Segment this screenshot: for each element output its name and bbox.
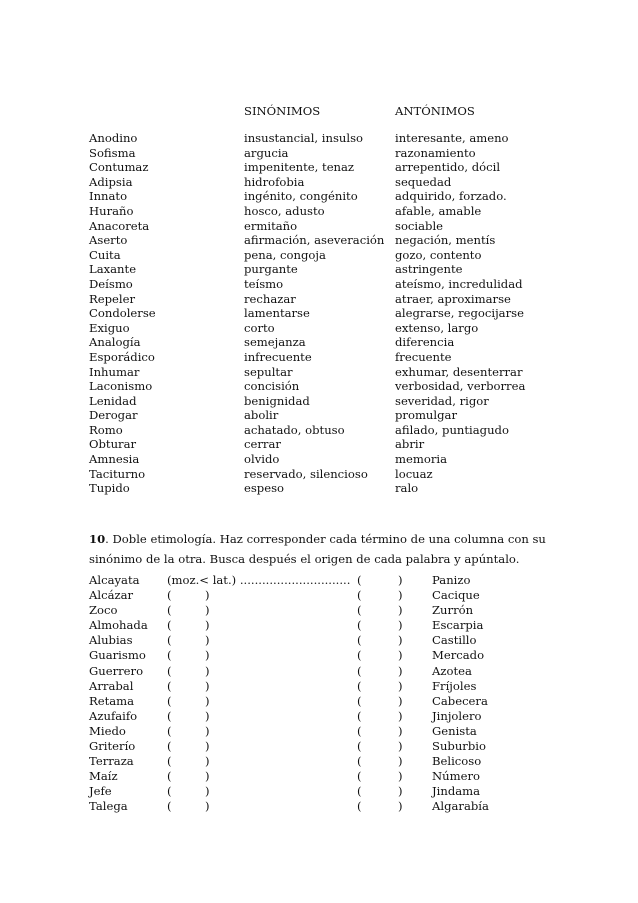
left-term: Griterío bbox=[89, 739, 136, 754]
term-cell: Anodino bbox=[89, 131, 138, 145]
synonym-cell: insustancial, insulso bbox=[244, 131, 364, 145]
close-paren-blank: ) bbox=[205, 588, 210, 603]
left-term: Miedo bbox=[89, 723, 126, 738]
antonym-cell: verbosidad, verborrea bbox=[395, 379, 526, 394]
antonym-cell: abrir bbox=[395, 437, 425, 452]
term-cell: Contumaz bbox=[89, 160, 149, 175]
antonym-cell: sociable bbox=[395, 218, 444, 233]
close-paren-match: ) bbox=[398, 678, 403, 693]
left-term: Almohada bbox=[89, 618, 148, 633]
open-paren-match: ( bbox=[357, 739, 362, 754]
open-paren-blank: ( bbox=[167, 588, 172, 603]
term-cell: Taciturno bbox=[89, 466, 146, 481]
close-paren-blank: ) bbox=[205, 754, 210, 769]
open-paren-blank: ( bbox=[167, 784, 172, 799]
antonym-cell: gozo, contento bbox=[395, 247, 482, 262]
close-paren-blank: ) bbox=[205, 769, 210, 784]
open-paren-blank: ( bbox=[167, 693, 172, 708]
exercise-number: 10 bbox=[89, 532, 106, 546]
open-paren-match: ( bbox=[357, 708, 362, 723]
open-paren-match: ( bbox=[357, 784, 362, 799]
left-term: Retama bbox=[89, 693, 135, 708]
synonym-cell: sepultar bbox=[244, 364, 293, 379]
exercise-line-2: sinónimo de la otra. Busca después el origen de cada palabra y apúntalo. bbox=[89, 552, 520, 566]
antonym-cell: memoria bbox=[395, 452, 447, 467]
antonym-cell: locuaz bbox=[395, 466, 433, 481]
term-cell: Obturar bbox=[89, 437, 137, 452]
synonym-cell: afirmación, aseveración bbox=[244, 233, 385, 248]
antonym-cell: ralo bbox=[395, 481, 419, 496]
term-cell: Laconismo bbox=[89, 379, 153, 394]
antonym-cell: frecuente bbox=[395, 349, 452, 364]
close-paren-match: ) bbox=[398, 799, 403, 814]
left-term: Talega bbox=[89, 799, 128, 814]
synonym-cell: purgante bbox=[244, 262, 298, 277]
close-paren-match: ) bbox=[398, 723, 403, 738]
right-term: Genista bbox=[432, 723, 477, 738]
term-cell: Cuita bbox=[89, 247, 121, 262]
term-cell: Innato bbox=[89, 189, 128, 204]
close-paren-match: ) bbox=[398, 784, 403, 799]
close-paren-match: ) bbox=[398, 618, 403, 633]
left-term: Terraza bbox=[89, 754, 134, 769]
open-paren-match: ( bbox=[357, 603, 362, 618]
term-cell: Anacoreta bbox=[89, 218, 150, 233]
synonym-cell: abolir bbox=[244, 408, 279, 423]
open-paren-blank: ( bbox=[167, 618, 172, 633]
open-paren-blank: ( bbox=[167, 663, 172, 678]
synonym-cell: impenitente, tenaz bbox=[244, 160, 355, 175]
right-term: Fríjoles bbox=[432, 678, 477, 693]
synonym-cell: achatado, obtuso bbox=[244, 422, 345, 437]
close-paren-blank: ) bbox=[205, 739, 210, 754]
open-paren-match: ( bbox=[357, 618, 362, 633]
antonym-cell: severidad, rigor bbox=[395, 393, 489, 408]
open-paren-blank: ( bbox=[167, 723, 172, 738]
close-paren-blank: ) bbox=[205, 663, 210, 678]
term-cell: Esporádico bbox=[89, 349, 155, 364]
left-term: Azufaifo bbox=[89, 708, 138, 723]
synonym-cell: infrecuente bbox=[244, 349, 312, 364]
left-term: Guerrero bbox=[89, 663, 144, 678]
open-paren-blank: ( bbox=[167, 678, 172, 693]
right-term: Mercado bbox=[432, 648, 485, 663]
exercise-line-1 bbox=[89, 529, 559, 549]
synonym-cell: olvido bbox=[244, 452, 280, 467]
term-cell: Laxante bbox=[89, 262, 137, 277]
close-paren-match: ) bbox=[398, 708, 403, 723]
synonym-cell: ingénito, congénito bbox=[244, 189, 358, 204]
synonym-cell: concisión bbox=[244, 379, 300, 394]
open-paren-match: ( bbox=[357, 678, 362, 693]
antonym-cell: afilado, puntiagudo bbox=[395, 422, 509, 437]
term-cell: Huraño bbox=[89, 203, 134, 218]
term-cell: Sofisma bbox=[89, 145, 136, 160]
open-paren-blank: ( bbox=[167, 708, 172, 723]
term-cell: Condolerse bbox=[89, 306, 156, 321]
right-term: Panizo bbox=[432, 573, 471, 587]
right-term: Algarabía bbox=[432, 799, 489, 814]
close-paren-match: ) bbox=[398, 588, 403, 603]
close-paren-blank: ) bbox=[205, 693, 210, 708]
antonym-cell: arrepentido, dócil bbox=[395, 160, 501, 175]
close-paren-blank: ) bbox=[205, 678, 210, 693]
exercise-text-1: . Doble etimología. Haz corresponder cada término de una columna con su bbox=[105, 532, 546, 546]
left-term: Arrabal bbox=[89, 678, 134, 693]
synonym-cell: corto bbox=[244, 320, 275, 335]
close-paren-match: ) bbox=[398, 693, 403, 708]
right-term: Jinjolero bbox=[432, 708, 482, 723]
close-paren-match: ) bbox=[398, 739, 403, 754]
antonym-cell: ateísmo, incredulidad bbox=[395, 276, 523, 291]
antonym-cell: afable, amable bbox=[395, 203, 482, 218]
open-paren-match: ( bbox=[357, 693, 362, 708]
right-term: Azotea bbox=[432, 663, 472, 678]
open-paren-match: ( bbox=[357, 633, 362, 648]
close-paren-match: ) bbox=[398, 648, 403, 663]
open-paren-blank: ( bbox=[167, 754, 172, 769]
open-paren-blank: ( bbox=[167, 739, 172, 754]
synonyms-header: SINÓNIMOS bbox=[244, 104, 321, 118]
close-paren-match: ) bbox=[398, 573, 403, 587]
left-term: Alcázar bbox=[89, 588, 134, 603]
close-paren-blank: ) bbox=[205, 784, 210, 799]
close-paren-blank: ) bbox=[205, 648, 210, 663]
antonym-cell: razonamiento bbox=[395, 145, 476, 160]
left-term: Alcayata bbox=[89, 573, 140, 587]
close-paren-match: ) bbox=[398, 754, 403, 769]
open-paren-match: ( bbox=[357, 799, 362, 814]
term-cell: Lenidad bbox=[89, 393, 137, 408]
open-paren-match: ( bbox=[357, 588, 362, 603]
antonym-cell: sequedad bbox=[395, 174, 452, 189]
antonym-cell: diferencia bbox=[395, 335, 455, 350]
open-paren-match: ( bbox=[357, 648, 362, 663]
right-term: Suburbio bbox=[432, 739, 486, 754]
left-term: Zoco bbox=[89, 603, 118, 618]
antonym-cell: alegrarse, regocijarse bbox=[395, 306, 524, 321]
term-cell: Repeler bbox=[89, 291, 135, 306]
antonym-cell: negación, mentís bbox=[395, 233, 496, 248]
term-cell: Deísmo bbox=[89, 276, 133, 291]
left-term: Guarismo bbox=[89, 648, 146, 663]
synonym-cell: lamentarse bbox=[244, 306, 310, 321]
synonym-cell: cerrar bbox=[244, 437, 281, 452]
open-paren-match: ( bbox=[357, 754, 362, 769]
open-paren-blank: ( bbox=[167, 799, 172, 814]
close-paren-blank: ) bbox=[205, 618, 210, 633]
antonym-cell: interesante, ameno bbox=[395, 131, 509, 145]
open-paren-blank: ( bbox=[167, 603, 172, 618]
right-term: Escarpia bbox=[432, 618, 484, 633]
close-paren-match: ) bbox=[398, 633, 403, 648]
close-paren-blank: ) bbox=[205, 603, 210, 618]
close-paren-match: ) bbox=[398, 663, 403, 678]
synonym-cell: teísmo bbox=[244, 276, 284, 291]
synonym-cell: espeso bbox=[244, 481, 285, 496]
synonym-cell: semejanza bbox=[244, 335, 306, 350]
antonym-cell: astringente bbox=[395, 262, 463, 277]
antonym-cell: extenso, largo bbox=[395, 320, 479, 335]
exercise-instructions bbox=[89, 529, 559, 569]
left-term: Maíz bbox=[89, 769, 118, 784]
synonym-cell: rechazar bbox=[244, 291, 296, 306]
term-cell: Aserto bbox=[89, 233, 128, 248]
synonym-cell: hosco, adusto bbox=[244, 203, 325, 218]
term-cell: Analogía bbox=[89, 335, 141, 350]
open-paren-blank: ( bbox=[167, 769, 172, 784]
synonym-cell: argucia bbox=[244, 145, 289, 160]
synonym-cell: ermitaño bbox=[244, 218, 298, 233]
right-term: Zurrón bbox=[432, 603, 474, 618]
synonym-cell: reservado, silencioso bbox=[244, 466, 368, 481]
term-cell: Derogar bbox=[89, 408, 138, 423]
term-cell: Inhumar bbox=[89, 364, 140, 379]
open-paren-blank: ( bbox=[167, 633, 172, 648]
right-term: Jindama bbox=[432, 784, 481, 799]
close-paren-match: ) bbox=[398, 769, 403, 784]
right-term: Cacique bbox=[432, 588, 480, 603]
right-term: Belicoso bbox=[432, 754, 482, 769]
open-paren-match: ( bbox=[357, 723, 362, 738]
right-term: Castillo bbox=[432, 633, 477, 648]
right-term: Cabecera bbox=[432, 693, 488, 708]
close-paren-blank: ) bbox=[205, 633, 210, 648]
term-cell: Amnesia bbox=[89, 452, 140, 467]
etymology-example: (moz.< lat.) .............................. bbox=[167, 573, 351, 587]
antonym-cell: exhumar, desenterrar bbox=[395, 364, 523, 379]
left-term: Alubias bbox=[89, 633, 133, 648]
close-paren-match: ) bbox=[398, 603, 403, 618]
term-cell: Adipsia bbox=[89, 174, 133, 189]
open-paren-match: ( bbox=[357, 769, 362, 784]
close-paren-blank: ) bbox=[205, 799, 210, 814]
open-paren-match: ( bbox=[357, 663, 362, 678]
antonym-cell: promulgar bbox=[395, 408, 457, 423]
synonym-cell: pena, congoja bbox=[244, 247, 326, 262]
antonym-cell: adquirido, forzado. bbox=[395, 189, 507, 204]
close-paren-blank: ) bbox=[205, 723, 210, 738]
open-paren-blank: ( bbox=[167, 648, 172, 663]
term-cell: Tupido bbox=[89, 481, 130, 496]
left-term: Jefe bbox=[89, 784, 112, 799]
synonym-cell: benignidad bbox=[244, 393, 310, 408]
antonym-cell: atraer, aproximarse bbox=[395, 291, 511, 306]
open-paren-match: ( bbox=[357, 573, 362, 587]
term-cell: Exiguo bbox=[89, 320, 130, 335]
right-term: Número bbox=[432, 769, 480, 784]
term-cell: Romo bbox=[89, 422, 123, 437]
synonym-cell: hidrofobia bbox=[244, 174, 305, 189]
close-paren-blank: ) bbox=[205, 708, 210, 723]
antonyms-header: ANTÓNIMOS bbox=[395, 104, 475, 118]
